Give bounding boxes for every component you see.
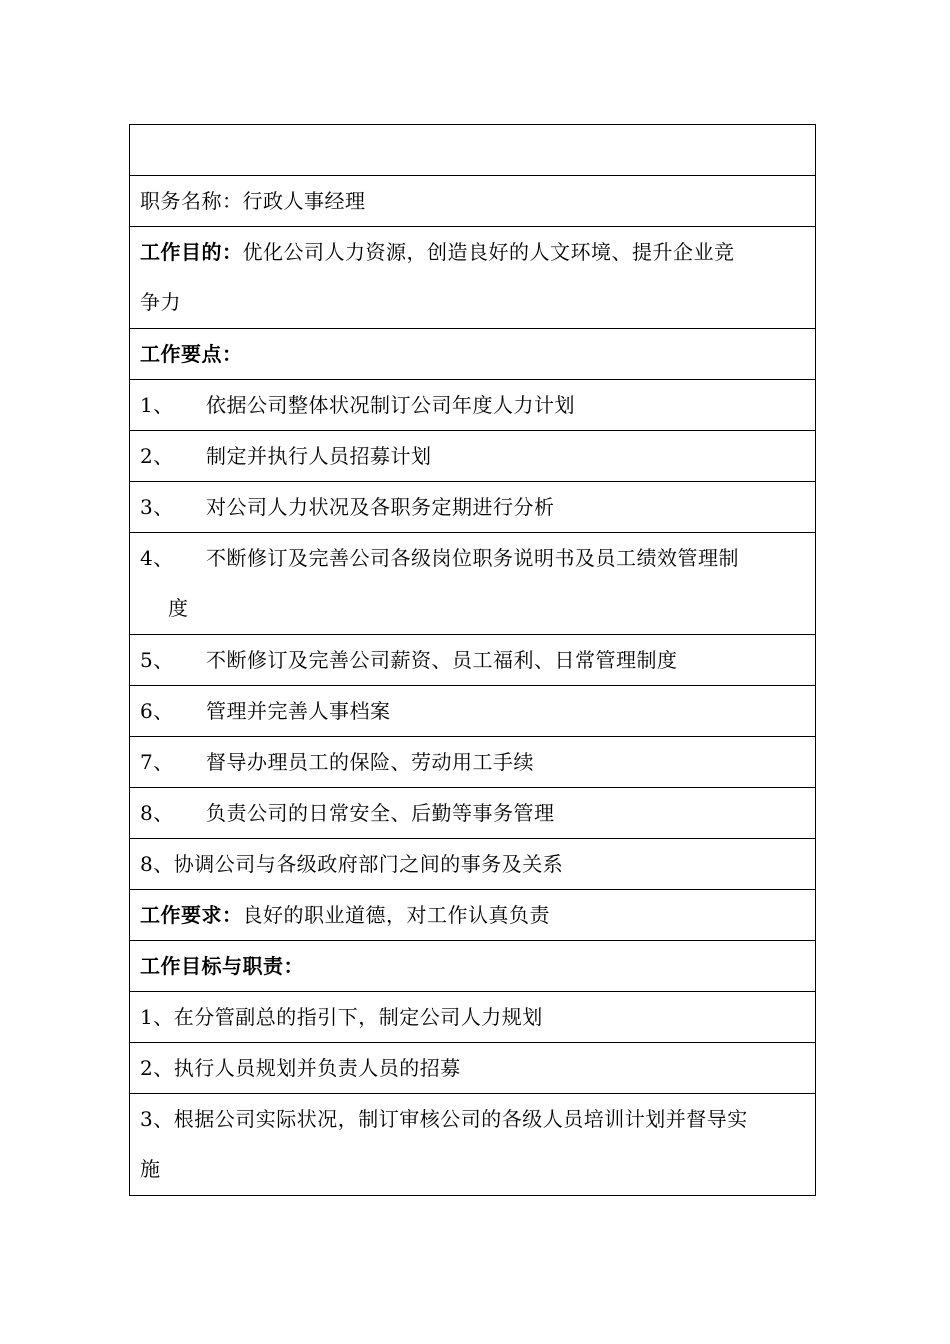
key-point-cell bbox=[130, 635, 816, 686]
goal-cell: 2、执行人员规划并负责人员的招募 bbox=[130, 1043, 816, 1094]
goal-cell: 1、在分管副总的指引下，制定公司人力规划 bbox=[130, 992, 816, 1043]
key-point-row bbox=[130, 788, 816, 839]
key-point-continuation: 度 bbox=[168, 596, 189, 620]
title-cell bbox=[130, 125, 816, 176]
key-point-number: 5、 bbox=[140, 648, 174, 672]
goal-row bbox=[130, 1094, 816, 1196]
goal-cell bbox=[130, 1094, 816, 1196]
title-row bbox=[130, 125, 816, 176]
key-point-number: 8、 bbox=[140, 801, 174, 825]
key-point-number: 4、 bbox=[140, 546, 174, 570]
purpose-cell bbox=[130, 227, 816, 329]
key-point-cell bbox=[130, 533, 816, 635]
goal-row bbox=[130, 1043, 816, 1094]
key-point-row bbox=[130, 533, 816, 635]
key-point-cell bbox=[130, 380, 816, 431]
key-point-cell bbox=[130, 737, 816, 788]
key-point-row bbox=[130, 686, 816, 737]
key-point-text: 制定并执行人员招募计划 bbox=[206, 444, 432, 468]
purpose-line1: 优化公司人力资源，创造良好的人文环境、提升企业竞 bbox=[242, 240, 735, 264]
goals-heading: 工作目标与职责： bbox=[130, 941, 816, 992]
key-point-text: 不断修订及完善公司薪资、员工福利、日常管理制度 bbox=[206, 648, 678, 672]
key-point-number: 2、 bbox=[140, 444, 174, 468]
key-point-number: 6、 bbox=[140, 699, 174, 723]
key-point-cell bbox=[130, 788, 816, 839]
goal-row bbox=[130, 992, 816, 1043]
key-point-cell bbox=[130, 431, 816, 482]
goal-line1: 3、根据公司实际状况，制订审核公司的各级人员培训计划并督导实 bbox=[140, 1107, 748, 1131]
key-point-row bbox=[130, 737, 816, 788]
key-points-heading: 工作要点： bbox=[130, 329, 816, 380]
purpose-label: 工作目的： bbox=[140, 240, 243, 264]
key-points-heading-row bbox=[130, 329, 816, 380]
requirements-cell bbox=[130, 890, 816, 941]
goal-line2: 施 bbox=[140, 1157, 161, 1181]
key-point-row bbox=[130, 431, 816, 482]
job-description-table bbox=[129, 124, 816, 1196]
key-point-text: 依据公司整体状况制订公司年度人力计划 bbox=[206, 393, 575, 417]
key-point-number: 3、 bbox=[140, 495, 174, 519]
requirements-value: 良好的职业道德，对工作认真负责 bbox=[242, 903, 550, 927]
position-cell bbox=[130, 176, 816, 227]
position-label: 职务名称： bbox=[140, 189, 243, 213]
key-point-text: 对公司人力状况及各职务定期进行分析 bbox=[206, 495, 555, 519]
key-point-row bbox=[130, 635, 816, 686]
key-point-row bbox=[130, 380, 816, 431]
requirements-row bbox=[130, 890, 816, 941]
goals-heading-row bbox=[130, 941, 816, 992]
key-point-text: 督导办理员工的保险、劳动用工手续 bbox=[206, 750, 534, 774]
key-point-row bbox=[130, 482, 816, 533]
key-point-cell bbox=[130, 482, 816, 533]
purpose-row bbox=[130, 227, 816, 329]
key-point-text: 不断修订及完善公司各级岗位职务说明书及员工绩效管理制 bbox=[206, 546, 739, 570]
position-value: 行政人事经理 bbox=[242, 189, 366, 213]
key-point-text: 管理并完善人事档案 bbox=[206, 699, 391, 723]
position-row bbox=[130, 176, 816, 227]
requirements-label: 工作要求： bbox=[140, 903, 243, 927]
extra-point-row bbox=[130, 839, 816, 890]
purpose-line2: 争力 bbox=[140, 290, 181, 314]
key-point-text: 负责公司的日常安全、后勤等事务管理 bbox=[206, 801, 555, 825]
key-point-number: 1、 bbox=[140, 393, 174, 417]
key-point-number: 7、 bbox=[140, 750, 174, 774]
extra-point-cell: 8、协调公司与各级政府部门之间的事务及关系 bbox=[130, 839, 816, 890]
key-point-cell bbox=[130, 686, 816, 737]
